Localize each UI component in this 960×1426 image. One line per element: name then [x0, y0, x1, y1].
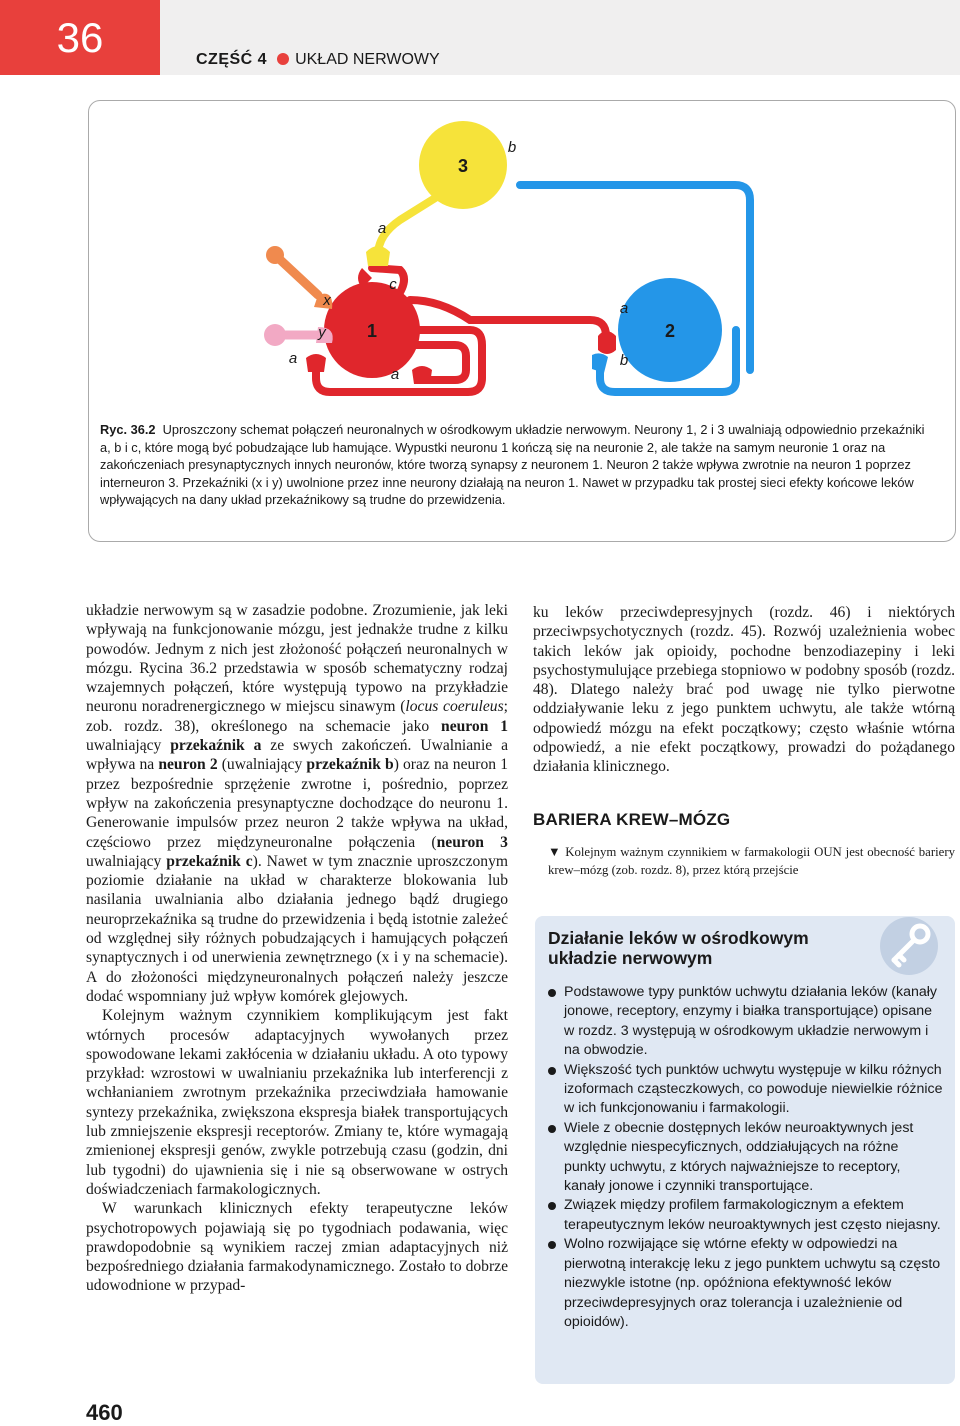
part-label: CZĘŚĆ 4	[196, 51, 268, 68]
list-item: Większość tych punktów uchwytu występuje w kilku różnych izoformach cząsteczkowych, co powoduje niewielkie różnice w ich funkcjonowaniu i farmakologii.	[548, 1061, 943, 1119]
label-a-left: a	[288, 350, 298, 367]
axon-3	[378, 195, 440, 255]
terminal-2-feedback-icon	[592, 353, 608, 373]
caption-text: Neurony 1, 2 i 3 uwalniają odpowiednio przekaźniki a, b i c, które mogą być pobudzające lub hamujące. Wypustki neuronu 1 kończą się na neuronie 2, ale także na samym neuronie 1 oraz na zakończeniach presynaptycznych innych neuronów, które tworzą synapsy z neuronem 1. Neuron 2 także wpływa zwrotnie na neuron 1 poprzez interneuron 3. Przekaźniki (x i y) uwolnione przez inne neurony działają na neuron 1. Nawet w przypadku tak prostej sieci efekty końcowe leków wpływających na dany układ przekaźnikowy są trudne do przewidzenia.	[100, 422, 925, 507]
neuron-diagram	[0, 0, 960, 420]
terminal-1-inner-icon	[412, 366, 432, 384]
chapter-number: 36	[0, 0, 160, 75]
bullet-icon	[548, 1067, 556, 1075]
terminal-1-loop-icon	[306, 354, 326, 372]
caption-title: Uproszczony schemat połączeń neuronalnych w ośrodkowym układzie nerwowym.	[162, 422, 631, 437]
label-a-mid: a	[377, 220, 387, 237]
left-column	[86, 601, 508, 1296]
page-number: 460	[86, 1400, 123, 1425]
list-item: Podstawowe typy punktów uchwytu działania leków (kanały jonowe, receptory, enzymy i białka transportujące) opisane w rozdz. 3 występują w ośrodkowym układzie nerwowym i na obwodzie.	[548, 983, 943, 1061]
label-b-right: b	[619, 352, 629, 369]
bullet-icon	[548, 1202, 556, 1210]
label-a-bottom: a	[390, 366, 400, 383]
summary-list	[548, 983, 943, 1332]
triangle-marker-icon: ▼	[548, 845, 562, 859]
terminal-3-icon	[366, 246, 390, 266]
label-a-right: a	[619, 300, 629, 317]
label-c: c	[389, 276, 397, 293]
label-neuron-3: 3	[457, 156, 469, 176]
section-heading: BARIERA KREW–MÓZG	[533, 810, 731, 829]
caption-label: Ryc. 36.2	[100, 422, 156, 437]
list-item: Wolno rozwijające się wtórne efekty w odpowiedzi na pierwotną interakcję leku z jego punktem uchwytu są często niezwykle istotne (np. opóźniona efektywność leków przeciwdepresyjnych oraz tolerancja i uzależnienie od opioidów).	[548, 1235, 943, 1332]
key-icon	[880, 917, 938, 975]
label-y: y	[318, 324, 326, 341]
summary-box-title: Działanie leków w ośrodkowym układzie nerwowym	[548, 928, 809, 968]
paragraph-3: W warunkach klinicznych efekty terapeutyczne leków psychotropowych pojawiają się po tygodniach podawania, więc prawdopodobnie są wynikiem raczej zmian adaptacyjnych niż bezpośredniego działania farmakodynamicznego. Zostało to dobrze udowodnione w przypad-	[86, 1200, 508, 1295]
list-item: Związek między profilem farmakologicznym a efektem terapeutycznym leków neuroaktywnych jest często niejasny.	[548, 1196, 943, 1235]
terminal-1-to-2-icon	[598, 331, 616, 354]
label-neuron-2: 2	[664, 321, 676, 341]
label-neuron-1: 1	[366, 321, 378, 341]
label-b-top: b	[507, 139, 517, 156]
bullet-icon	[548, 1241, 556, 1249]
advanced-note: ▼ Kolejnym ważnym czynnikiem w farmakologii OUN jest obecność bariery krew–mózg (zob. rozdz. 8), przez którą przejście	[548, 845, 955, 877]
bullet-icon	[548, 989, 556, 997]
figure-caption	[100, 421, 935, 509]
right-column-paragraph: ku leków przeciwdepresyjnych (rozdz. 46) i niektórych przeciwpsychotycznych (rozdz. 45). Rozwój uzależnienia wobec takich leków jak opioidy, pochodne benzodiazepiny i leki psychostymulujące przebiega stopniowo w podobny sposób (rozdz. 48). Dlatego należy brać pod uwagę nie tylko pierwotne oddziaływanie leku z jego punktem uchwytu, ale także wtórną odpowiedź mózgu na efekt początkowy; często właśnie wtórna odpowiedź, a nie efekt początkowy, prowadzi do pożądanego działania klinicznego.	[533, 604, 955, 776]
list-item: Wiele z obecnie dostępnych leków neuroaktywnych jest względnie niespecyficznych, oddziałujących na różne punkty uchwytu, z których najważniejsze to receptory, kanały jonowe i czynniki transportujące.	[548, 1119, 943, 1197]
chapter-title: UKŁAD NERWOWY	[295, 51, 440, 68]
neuron-y-body	[264, 324, 286, 346]
bullet-icon	[548, 1125, 556, 1133]
label-x: x	[323, 292, 331, 309]
neuron-x-body	[266, 246, 284, 264]
paragraph-2: Kolejnym ważnym czynnikiem komplikującym jest fakt wtórnych procesów adaptacyjnych wywołanych przez spowodowane lekami zakłócenia w działaniu układu. A oto typowy przykład: wzrostowi w uwalnianiu przekaźnika lub interferencji z wchłanianiem zwrotnym przekaźnika przeciwdziała hamowanie syntezy przekaźnika, zwiększona ekspresja białek transportujących lub zmniejszenie ekspresji receptorów. Zmiany te, które wymagają zmienionej ekspresji genów, zwykle potrzebują czasu (godzin, dni lub tygodni) do ujawnienia się i nie są obserwowane w ostrych doświadczeniach farmakologicznych.	[86, 1007, 508, 1198]
paragraph-1: układzie nerwowym są w zasadzie podobne. Zrozumienie, jak leki wpływają na funkcjonowanie mózgu, jest jednakże trudne z kilku powodów. Jednym z nich jest złożoność połączeń neuronalnych w mózgu. Rycina 36.2 przedstawia w sposób schematyczny rodzaj wzajemnych połączeń, które występują typowo na przykładzie neuronu noradrenergicznego w miejscu sinawym (locus coeruleus; zob. rozdz. 38), określonego na schemacie jako neuron 1 uwalniający przekaźnik a ze swych zakończeń. Uwalnianie a wpływa na neuron 2 (uwalniający przekaźnik b) oraz na neuron 1 przez bezpośrednie sprzężenie zwrotne i, pośrednio, poprzez wpływ na zakończenia presynaptyczne dochodzące do neuronu 1. Generowanie impulsów przez neuron 2 także wpływa na układ, częściowo przez międzyneuronalne połączenia (neuron 3 uwalniający przekaźnik c). Nawet w tym znacznie uproszczonym poziomie działanie na układ w charakterze blokowania lub nasilania uwalniania albo działania jednego bądź drugiego neuroprzekaźnika są trudne do przewidzenia i będą istotnie zależeć od względnej siły różnych pobudzających i hamujących połączeń synaptycznych i od unerwienia zewnętrznego (x i y na schemacie). A do złożoności międzyneuronalnych połączeń należy jeszcze dodać wspomniany już wpływ komórek glejowych.	[86, 602, 509, 1005]
